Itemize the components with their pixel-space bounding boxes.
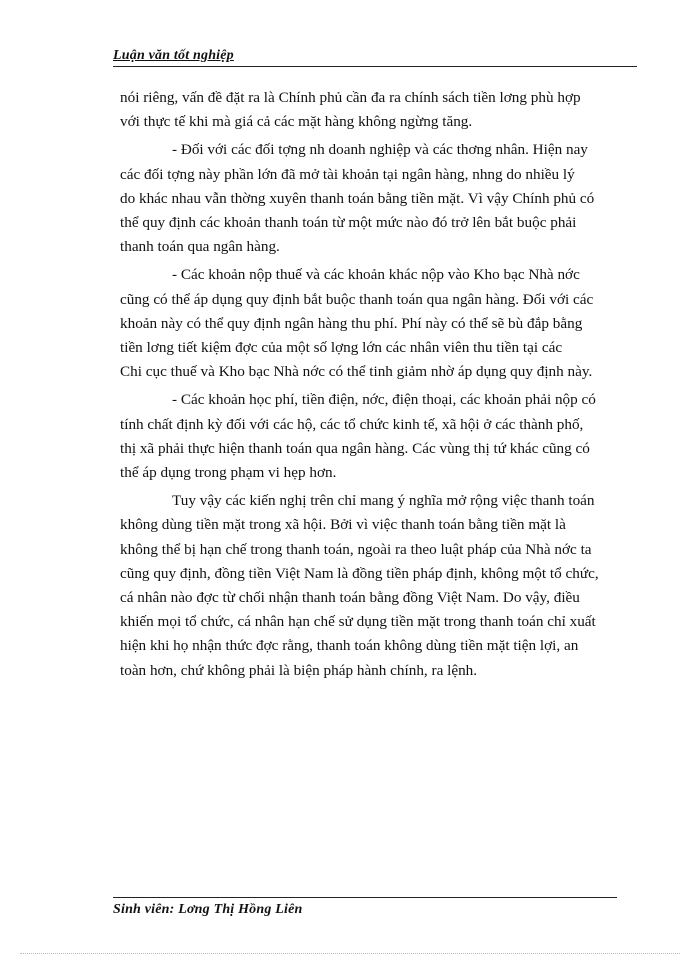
text-line: Chi cục thuế và Kho bạc Nhà nớc có thể tinh giảm nhờ áp dụng quy định này. <box>120 363 593 381</box>
text-line: toàn hơn, chứ không phải là biện pháp hành chính, ra lệnh. <box>120 661 478 679</box>
text-line: cũng có thể áp dụng quy định bắt buộc thanh toán qua ngân hàng. Đối với các <box>120 290 594 308</box>
header-title: Luận văn tốt nghiệp <box>113 48 234 63</box>
text-line: tiền lơng tiết kiệm đợc của một số lợng lớn các nhân viên thu tiền tại các <box>120 339 563 357</box>
text-line: - Đối với các đối tợng nh doanh nghiệp và các thơng nhân. Hiện nay <box>172 141 588 159</box>
text-line: Tuy vậy các kiến nghị trên chỉ mang ý nghĩa mở rộng việc thanh toán <box>172 492 595 510</box>
paragraph-3 <box>120 263 636 384</box>
paragraph-5 <box>120 489 636 683</box>
text-line: thể quy định các khoản thanh toán từ một mức nào đó trở lên bắt buộc phải <box>120 214 577 232</box>
document-body <box>120 86 636 687</box>
text-line: khoản này có thể quy định ngân hàng thu phí. Phí này có thể sẽ bù đắp bằng <box>120 314 583 332</box>
text-line: các đối tợng này phần lớn đã mở tài khoản tại ngân hàng, nhng do nhiều lý <box>120 165 575 183</box>
text-line: thị xã phải thực hiện thanh toán qua ngân hàng. Các vùng thị tứ khác cũng có <box>120 439 590 457</box>
paragraph-2 <box>120 138 636 259</box>
text-line: do khác nhau vẫn thờng xuyên thanh toán bằng tiền mặt. Vì vậy Chính phủ có <box>120 189 595 207</box>
text-line: khiến mọi tổ chức, cá nhân hạn chế sử dụng tiền mặt trong thanh toán chỉ xuất <box>120 613 596 631</box>
text-line: không thể bị hạn chế trong thanh toán, ngoài ra theo luật pháp của Nhà nớc ta <box>120 540 592 558</box>
text-line: thể áp dụng trong phạm vi hẹp hơn. <box>120 464 337 482</box>
paragraph-1 <box>120 86 636 134</box>
page-footer <box>113 897 617 922</box>
text-line: không dùng tiền mặt trong xã hội. Bởi vì việc thanh toán bằng tiền mặt là <box>120 516 566 534</box>
text-line: - Các khoản học phí, tiền điện, nớc, điện thoại, các khoản phải nộp có <box>172 391 596 409</box>
text-line: hiện khi họ nhận thức đợc rằng, thanh toán không dùng tiền mặt tiện lợi, an <box>120 637 579 655</box>
page-edge-divider <box>20 953 680 954</box>
paragraph-4 <box>120 388 636 485</box>
text-line: tính chất định kỳ đối với các hộ, các tổ chức kinh tế, xã hội ở các thành phố, <box>120 415 584 433</box>
footer-author: Sinh viên: Lơng Thị Hồng Liên <box>113 902 303 917</box>
page-header <box>113 44 637 67</box>
text-line: cũng quy định, đồng tiền Việt Nam là đồng tiền pháp định, không một tổ chức, <box>120 564 599 582</box>
text-line: với thực tế khi mà giá cả các mặt hàng không ngừng tăng. <box>120 113 473 131</box>
text-line: thanh toán qua ngân hàng. <box>120 238 280 256</box>
text-line: cá nhân nào đợc từ chối nhận thanh toán bằng đồng Việt Nam. Do vậy, điều <box>120 589 580 607</box>
text-line: nói riêng, vấn đề đặt ra là Chính phủ cần đa ra chính sách tiền lơng phù hợp <box>120 89 581 106</box>
text-line: - Các khoản nộp thuế và các khoản khác nộp vào Kho bạc Nhà nớc <box>172 266 580 284</box>
